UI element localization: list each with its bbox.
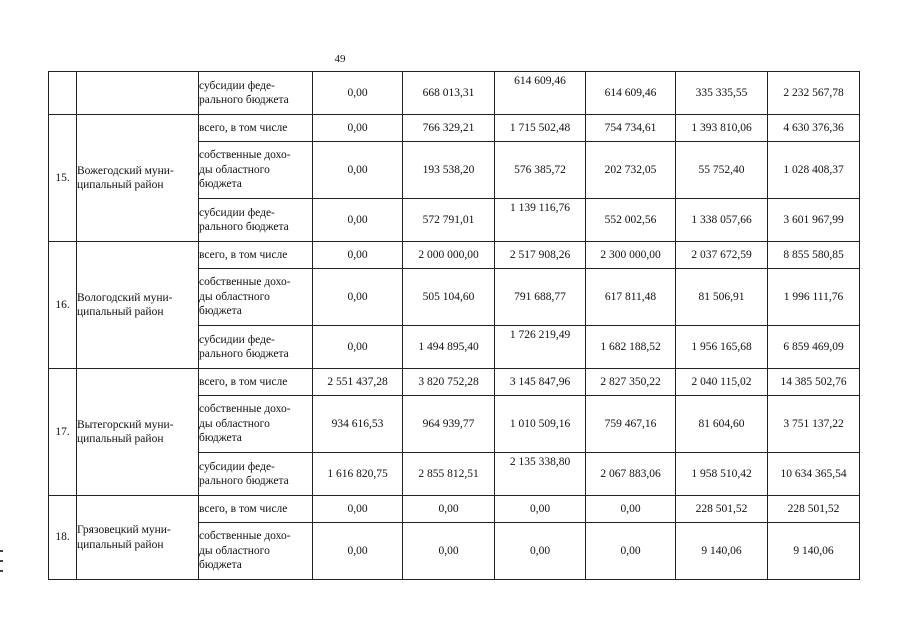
category-cell: всего, в том числе [199, 369, 313, 396]
table-row [49, 115, 860, 142]
category-cell: всего, в том числе [199, 115, 313, 142]
value-cell: 2 135 338,80 [495, 453, 586, 496]
value-cell: 505 104,60 [403, 269, 495, 326]
value-cell: 0,00 [313, 115, 403, 142]
category-cell: собственные дохо- ды областного бюджета [199, 523, 313, 580]
category-cell: субсидии феде- рального бюджета [199, 72, 313, 115]
value-cell: 617 811,48 [586, 269, 676, 326]
value-cell: 614 609,46 [586, 72, 676, 115]
value-cell: 0,00 [313, 326, 403, 369]
value-cell: 0,00 [313, 142, 403, 199]
value-cell: 1 616 820,75 [313, 453, 403, 496]
value-cell: 2 000 000,00 [403, 242, 495, 269]
value-cell: 2 040 115,02 [676, 369, 768, 396]
page-number: 49 [334, 53, 346, 65]
value-cell: 2 232 567,78 [768, 72, 860, 115]
value-cell: 0,00 [313, 199, 403, 242]
value-cell: 572 791,01 [403, 199, 495, 242]
value-cell: 1 028 408,37 [768, 142, 860, 199]
value-cell: 1 494 895,40 [403, 326, 495, 369]
district-name-cell: Вытегорский муни- ципальный район [77, 369, 199, 496]
value-cell: 228 501,52 [676, 496, 768, 523]
value-cell: 55 752,40 [676, 142, 768, 199]
value-cell: 3 145 847,96 [495, 369, 586, 396]
value-cell: 14 385 502,76 [768, 369, 860, 396]
table-row [49, 369, 860, 396]
value-cell: 0,00 [313, 496, 403, 523]
table-row [49, 496, 860, 523]
value-cell: 2 827 350,22 [586, 369, 676, 396]
value-cell: 0,00 [495, 523, 586, 580]
value-cell: 1 996 111,76 [768, 269, 860, 326]
value-cell: 81 604,60 [676, 396, 768, 453]
value-cell: 668 013,31 [403, 72, 495, 115]
category-cell: субсидии феде- рального бюджета [199, 326, 313, 369]
district-name-cell: Грязовецкий муни- ципальный район [77, 496, 199, 580]
value-cell: 754 734,61 [586, 115, 676, 142]
value-cell: 1 956 165,68 [676, 326, 768, 369]
value-cell: 0,00 [313, 269, 403, 326]
value-cell: 1 338 057,66 [676, 199, 768, 242]
value-cell: 759 467,16 [586, 396, 676, 453]
value-cell: 614 609,46 [495, 72, 586, 115]
value-cell: 791 688,77 [495, 269, 586, 326]
value-cell: 0,00 [313, 242, 403, 269]
table-row [49, 242, 860, 269]
value-cell: 9 140,06 [676, 523, 768, 580]
value-cell: 81 506,91 [676, 269, 768, 326]
value-cell: 0,00 [313, 523, 403, 580]
category-cell: всего, в том числе [199, 242, 313, 269]
value-cell: 3 601 967,99 [768, 199, 860, 242]
value-cell: 1 139 116,76 [495, 199, 586, 242]
value-cell: 3 751 137,22 [768, 396, 860, 453]
table-row [49, 72, 860, 115]
row-index-cell: 17. [49, 369, 77, 496]
category-cell: собственные дохо- ды областного бюджета [199, 396, 313, 453]
value-cell: 934 616,53 [313, 396, 403, 453]
value-cell: 964 939,77 [403, 396, 495, 453]
value-cell: 576 385,72 [495, 142, 586, 199]
value-cell: 202 732,05 [586, 142, 676, 199]
category-cell: субсидии феде- рального бюджета [199, 199, 313, 242]
value-cell: 1 715 502,48 [495, 115, 586, 142]
value-cell: 10 634 365,54 [768, 453, 860, 496]
value-cell: 2 855 812,51 [403, 453, 495, 496]
budget-table [48, 71, 860, 580]
value-cell: 2 067 883,06 [586, 453, 676, 496]
value-cell: 0,00 [313, 72, 403, 115]
value-cell: 3 820 752,28 [403, 369, 495, 396]
value-cell: 0,00 [403, 523, 495, 580]
value-cell: 193 538,20 [403, 142, 495, 199]
value-cell: 1 958 510,42 [676, 453, 768, 496]
value-cell: 2 551 437,28 [313, 369, 403, 396]
category-cell: собственные дохо- ды областного бюджета [199, 142, 313, 199]
row-index-cell: 16. [49, 242, 77, 369]
value-cell: 2 517 908,26 [495, 242, 586, 269]
category-cell: всего, в том числе [199, 496, 313, 523]
value-cell: 1 393 810,06 [676, 115, 768, 142]
value-cell: 0,00 [495, 496, 586, 523]
row-index-cell [49, 72, 77, 115]
district-name-cell [77, 72, 199, 115]
district-name-cell: Вологодский муни- ципальный район [77, 242, 199, 369]
value-cell: 8 855 580,85 [768, 242, 860, 269]
value-cell: 9 140,06 [768, 523, 860, 580]
value-cell: 228 501,52 [768, 496, 860, 523]
value-cell: 1 682 188,52 [586, 326, 676, 369]
value-cell: 335 335,55 [676, 72, 768, 115]
value-cell: 0,00 [586, 523, 676, 580]
value-cell: 766 329,21 [403, 115, 495, 142]
value-cell: 552 002,56 [586, 199, 676, 242]
value-cell: 2 037 672,59 [676, 242, 768, 269]
row-index-cell: 15. [49, 115, 77, 242]
value-cell: 4 630 376,36 [768, 115, 860, 142]
value-cell: 1 010 509,16 [495, 396, 586, 453]
scan-edge-marks [0, 550, 4, 590]
district-name-cell: Вожегодский муни- ципальный район [77, 115, 199, 242]
value-cell: 1 726 219,49 [495, 326, 586, 369]
value-cell: 0,00 [403, 496, 495, 523]
value-cell: 0,00 [586, 496, 676, 523]
category-cell: субсидии феде- рального бюджета [199, 453, 313, 496]
value-cell: 6 859 469,09 [768, 326, 860, 369]
row-index-cell: 18. [49, 496, 77, 580]
category-cell: собственные дохо- ды областного бюджета [199, 269, 313, 326]
value-cell: 2 300 000,00 [586, 242, 676, 269]
